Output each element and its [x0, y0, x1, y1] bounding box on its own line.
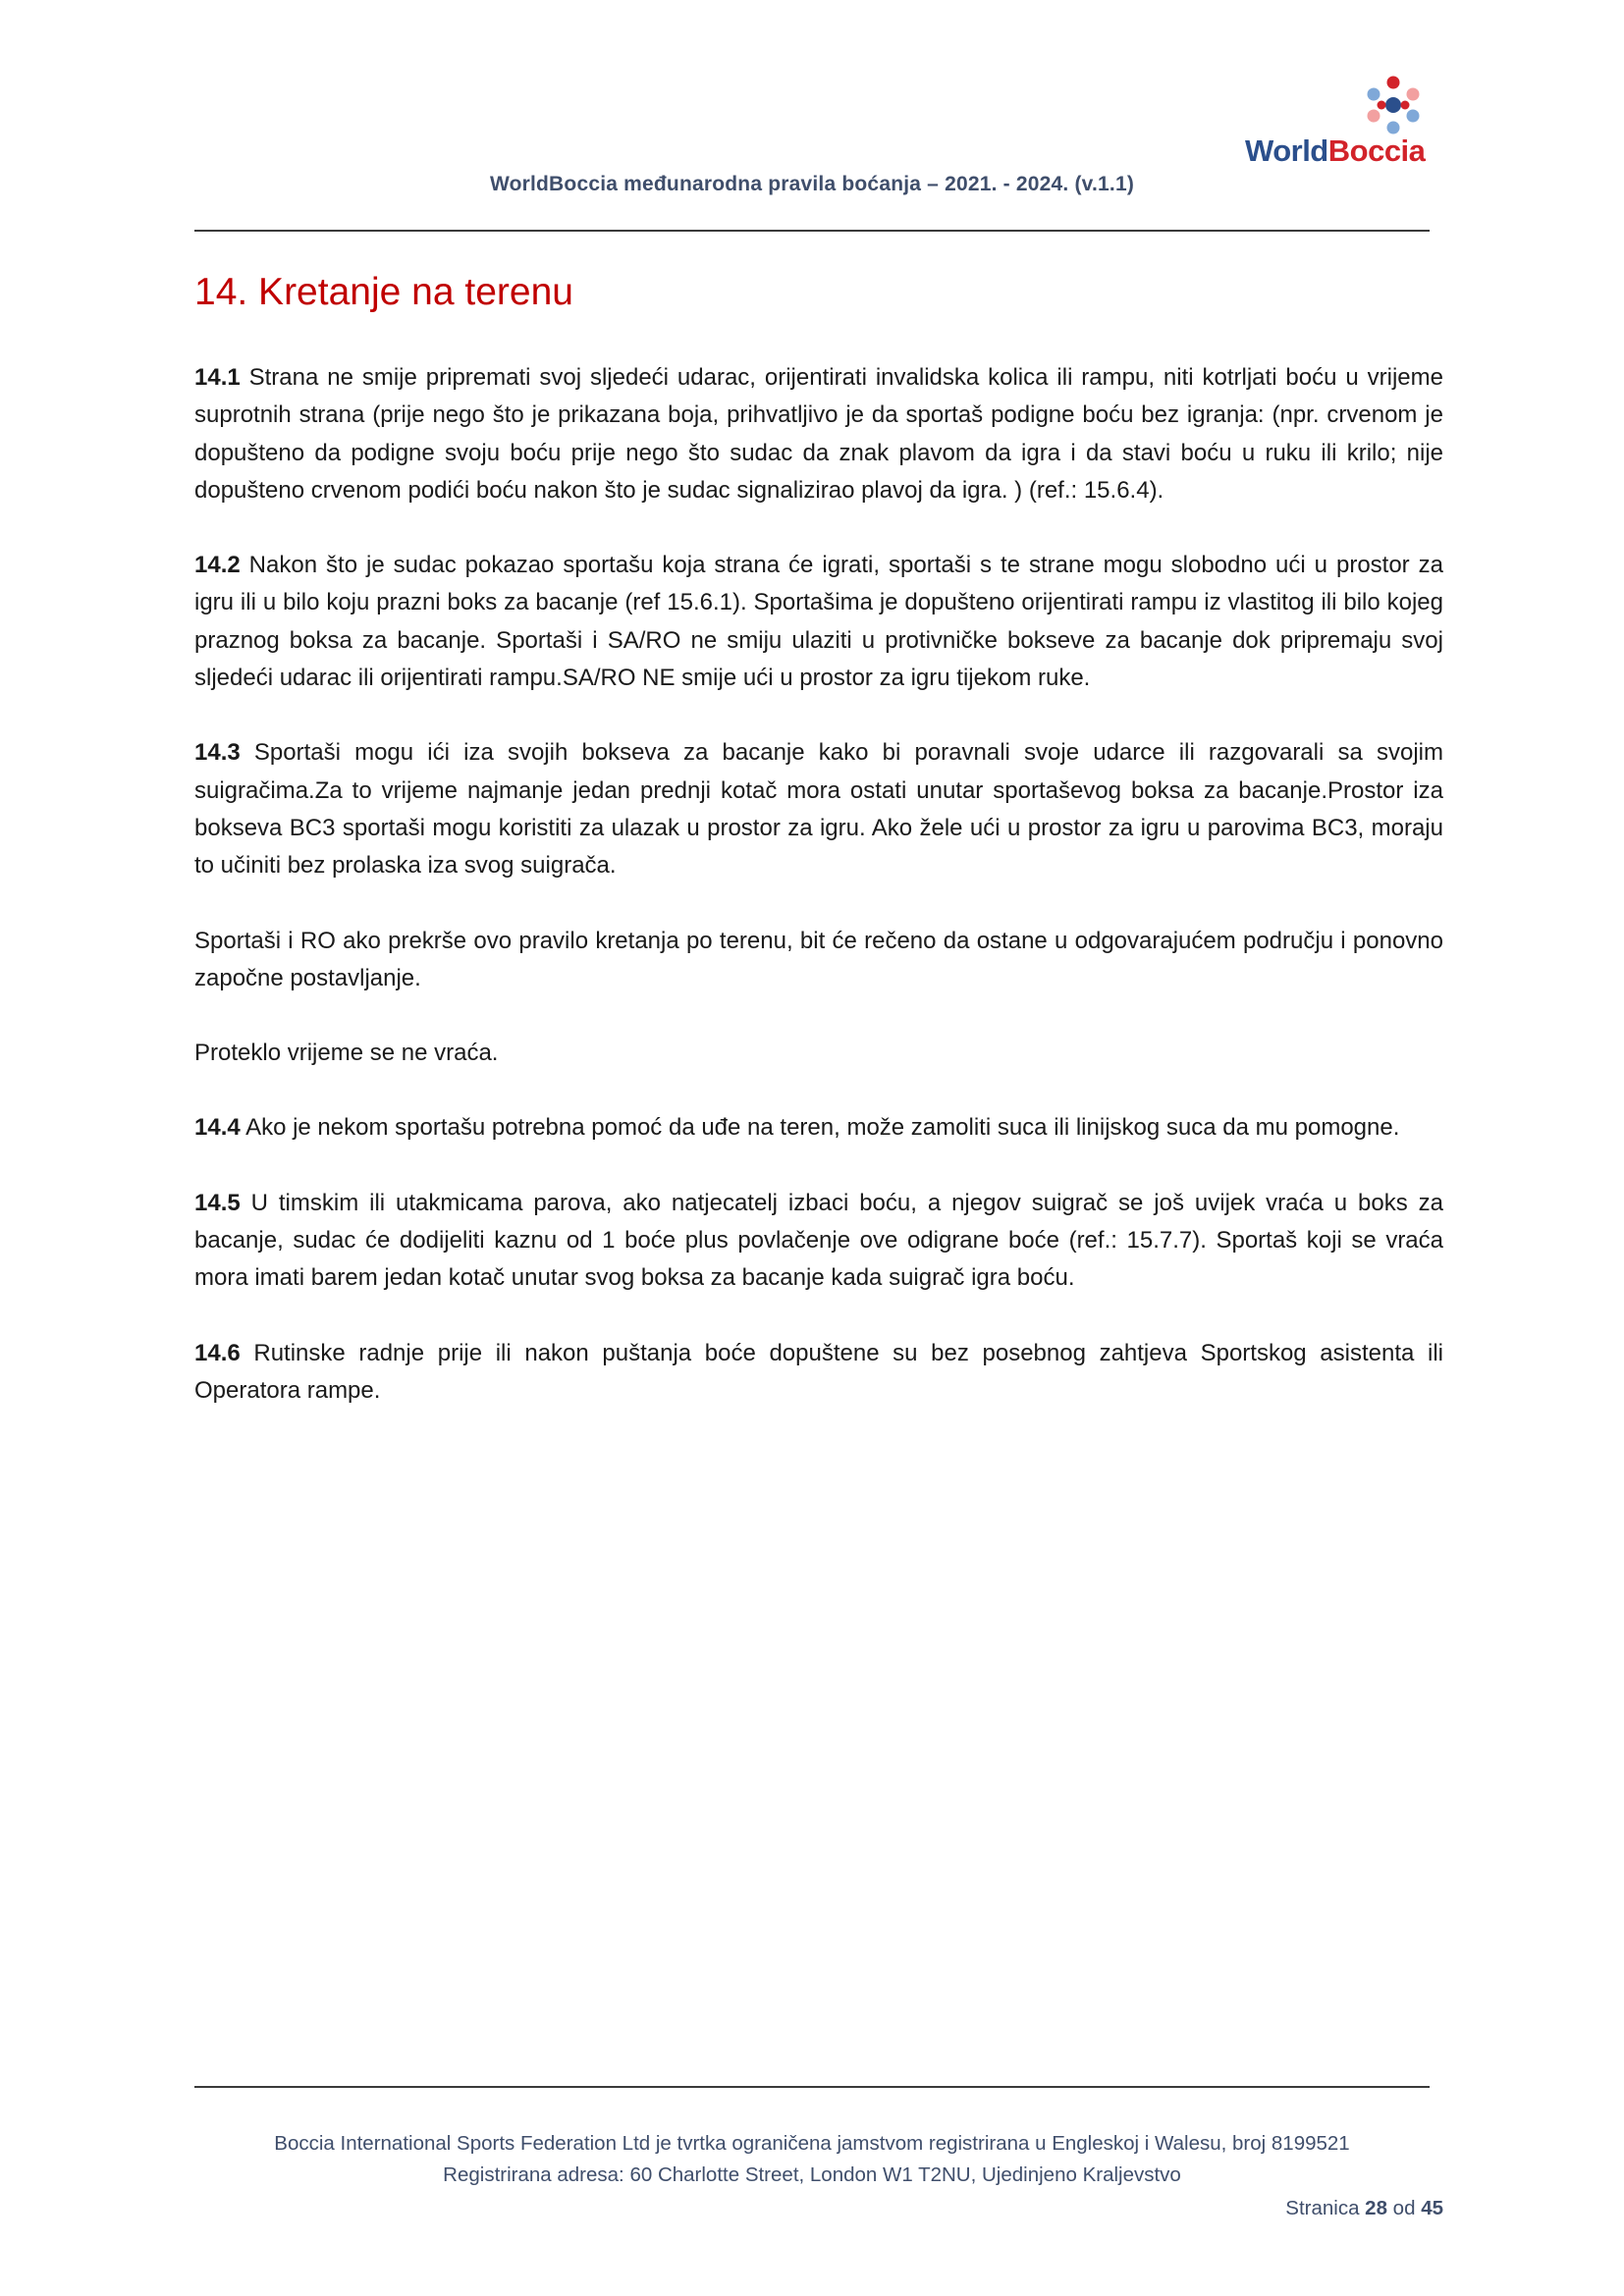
- document-body: [194, 359, 1443, 1447]
- page-number: [1285, 2197, 1443, 2220]
- paragraph-text: U timskim ili utakmicama parova, ako natjecatelj izbaci boću, a njegov suigrač se još uvijek vraća u boks za bacanje, sudac će dodijeliti kaznu od 1 boće plus povlačenje ove odigrane boće (ref.: 15.7.7). Sportaš koji se vraća mora imati barem jedan kotač unutar svog boksa za bacanje kada suigrač igra boću.: [194, 1189, 1443, 1292]
- paragraph-penalty-note: [194, 923, 1443, 998]
- document-header-title: WorldBoccia međunarodna pravila boćanja – 2021. - 2024. (v.1.1): [489, 173, 1135, 195]
- logo-wordmark: [1245, 133, 1451, 169]
- paragraph-number: 14.4: [194, 1114, 241, 1142]
- paragraph-14-2: [194, 547, 1443, 697]
- logo-text-world: World: [1245, 133, 1328, 168]
- footer-divider: [194, 2086, 1430, 2088]
- header-divider: [194, 230, 1430, 232]
- footer-company-info: Boccia International Sports Federation Ltd je tvrtka ograničena jamstvom registrirana u Engleskoj i Walesu, broj 8199521: [274, 2132, 1350, 2155]
- section-title: 14. Kretanje na terenu: [194, 271, 573, 313]
- paragraph-number: 14.1: [194, 364, 241, 391]
- paragraph-14-5: [194, 1185, 1443, 1298]
- page-current: 28: [1365, 2197, 1387, 2219]
- page-prefix: Stranica: [1285, 2197, 1366, 2219]
- worldboccia-logo: [1245, 75, 1447, 173]
- worldboccia-star-icon: [1359, 75, 1428, 135]
- page-separator: od: [1386, 2197, 1422, 2219]
- paragraph-text: Ako je nekom sportašu potrebna pomoć da uđe na teren, može zamoliti suca ili linijskog suca da mu pomogne.: [240, 1114, 1400, 1142]
- paragraph-text: Proteklo vrijeme se ne vraća.: [194, 1040, 499, 1067]
- page-total: 45: [1421, 2197, 1443, 2219]
- paragraph-14-4: [194, 1109, 1443, 1147]
- paragraph-14-1: [194, 359, 1443, 509]
- paragraph-text: Sportaši i RO ako prekrše ovo pravilo kretanja po terenu, bit će rečeno da ostane u odgovarajućem području i ponovno započne postavljanje.: [194, 927, 1443, 991]
- paragraph-number: 14.2: [194, 552, 241, 579]
- paragraph-text: Rutinske radnje prije ili nakon puštanja boće dopuštene su bez posebnog zahtjeva Sportskog asistenta ili Operatora rampe.: [194, 1339, 1443, 1404]
- paragraph-text: Sportaši mogu ići iza svojih bokseva za bacanje kako bi poravnali svoje udarce ili razgovarali sa svojim suigračima.Za to vrijeme najmanje jedan prednji kotač mora ostati unutar sportaševog boksa za bacanje.Prostor iza bokseva BC3 sportaši mogu koristiti za ulazak u prostor za igru. Ako žele ući u prostor za igru u parovima BC3, moraju to učiniti bez prolaska iza svog suigrača.: [194, 739, 1443, 880]
- paragraph-text: Nakon što je sudac pokazao sportašu koja strana će igrati, sportaši s te strane mogu slobodno ući u prostor za igru ili u bilo koju prazni boks za bacanje (ref 15.6.1). Sportašima je dopušteno orijentirati rampu iz vlastitog ili bilo kojeg praznog boksa za bacanje. Sportaši i SA/RO ne smiju ulaziti u protivničke bokseve za bacanje dok pripremaju svoj sljedeći udarac ili orijentirati rampu.SA/RO NE smije ući u prostor za igru tijekom ruke.: [194, 552, 1443, 692]
- paragraph-text: Strana ne smije pripremati svoj sljedeći udarac, orijentirati invalidska kolica ili rampu, niti kotrljati boću u vrijeme suprotnih strana (prije nego što je prikazana boja, prihvatljivo je da sportaš podigne boću bez igranja: (npr. crvenom je dopušteno da podigne svoju boću prije nego što sudac da znak plavom da igra i da stavi boću u ruku ili krilo; nije dopušteno crvenom podići boću nakon što je sudac signalizirao plavoj da igra. ) (ref.: 15.6.4).: [194, 364, 1443, 504]
- paragraph-time-note: [194, 1035, 1443, 1072]
- logo-text-boccia: Boccia: [1327, 133, 1426, 168]
- paragraph-14-3: [194, 734, 1443, 884]
- footer-address: Registrirana adresa: 60 Charlotte Street, London W1 T2NU, Ujedinjeno Kraljevstvo: [443, 2163, 1181, 2186]
- paragraph-number: 14.5: [194, 1189, 241, 1216]
- paragraph-number: 14.6: [194, 1339, 241, 1366]
- paragraph-number: 14.3: [194, 739, 241, 767]
- paragraph-14-6: [194, 1335, 1443, 1411]
